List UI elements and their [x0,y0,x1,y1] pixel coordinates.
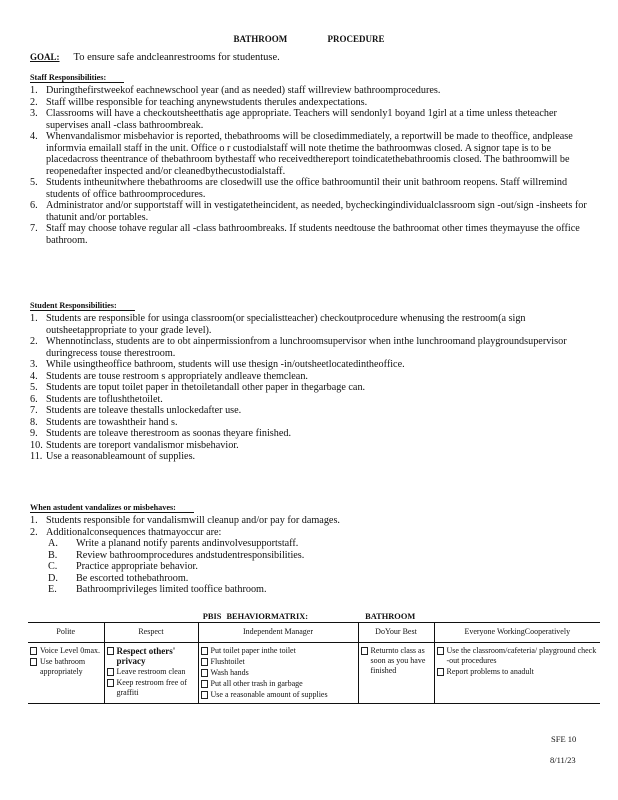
matrix-column-header: Everyone WorkingCooperatively [434,623,600,643]
item-number: 4. [30,131,38,142]
matrix-cell-item [437,646,599,666]
checkbox-square-icon [107,679,114,687]
item-text: Staff may choose tohave regular all -class bathroombreaks. If students needtouse the bathroomat other times theymayuse the office bathroom. [46,223,580,246]
vandalism-consequences-list [30,515,595,596]
staff-item [30,85,595,97]
staff-item [30,200,595,223]
item-number: 7. [30,223,38,234]
item-text: Use a reasonableamount of supplies. [46,451,196,462]
document-title: BATHROOM PROCEDURE [233,34,385,44]
item-text: Students are towashtheir hand s. [46,416,178,428]
matrix-item-text: Flushtoilet [210,657,245,666]
student-item [30,428,595,440]
item-number: 3. [30,359,38,370]
student-item [30,394,595,406]
item-text: Staff willbe responsible for teaching anynewstudents therules andexpectations. [46,96,368,108]
matrix-item-text: Use bathroom appropriately [40,657,86,676]
item-text: Students are toflushthetoilet. [46,393,163,405]
consequence-subitem [30,561,595,573]
pbis-title-left: PBIS BEHAVIORMATRIX: [202,612,309,621]
matrix-header-row [28,623,600,643]
item-number: 3. [30,108,38,119]
checkbox-square-icon [201,669,208,677]
subitem-letter: E. [48,584,57,595]
matrix-column-header: Independent Manager [198,623,358,643]
student-responsibilities-list [30,313,595,463]
behavior-matrix-table [28,622,600,704]
item-text: Students intheunitwhere thebathrooms are closedwill use the office bathroomuntil their unit bathroom reopens. Staff willremind students of office bathroomprocedures. [46,177,568,200]
item-number: 11. [30,451,43,462]
item-text: Students are touse restroom s appropriately andleave themclean. [46,370,308,382]
item-number: 4. [30,370,38,382]
matrix-cell-item [361,646,432,676]
student-item [30,313,595,336]
footer-date: 8/11/23 [550,755,576,765]
matrix-cell-item [107,667,196,677]
subitem-text: Review bathroomprocedures andstudentresponsibilities. [76,549,305,561]
subitem-letter: C. [48,561,58,572]
matrix-cell-item [107,678,196,698]
matrix-item-text: Use a reasonable amount of supplies [210,690,328,699]
matrix-item-text: Put all other trash in garbage [210,679,303,688]
checkbox-square-icon [30,647,37,655]
staff-item [30,108,595,131]
pbis-title-right: BATHROOM [365,612,416,621]
student-item [30,371,595,383]
checkbox-square-icon [107,668,114,676]
consequence-subitem [30,538,595,550]
student-item [30,336,595,359]
item-number: 2. [30,96,38,108]
item-text: Students are responsible for usinga classroom(or specialistteacher) checkoutprocedure whenusing the restroom(a sign outsheetappropriate to your grade level). [46,313,526,336]
matrix-item-text: Use the classroom/cafeteria/ playground check -out procedures [446,646,597,665]
matrix-cell-item [201,657,356,667]
matrix-item-text: Leave restroom clean [116,667,186,676]
matrix-cell-item [201,679,356,689]
item-text: Students are toleave thestalls unlockedafter use. [46,405,242,416]
item-number: 6. [30,393,38,405]
checkbox-square-icon [201,691,208,699]
item-number: 8. [30,416,38,428]
goal-label: GOAL: [30,52,60,62]
matrix-item-text: Voice Level 0max. [40,646,101,655]
matrix-body-row [28,643,600,704]
matrix-cell-item [201,668,356,678]
item-number: 10. [30,439,43,451]
subitem-text: Be escorted tothebathroom. [76,572,189,584]
staff-responsibilities-list [30,85,595,246]
subitem-text: Bathroomprivileges limited tooffice bathroom. [76,584,267,595]
item-text: Students are toput toilet paper in thetoiletandall other paper in thegarbage can. [46,382,366,393]
matrix-cell-item [201,646,356,656]
item-text: Administrator and/or supportstaff will in vestigatetheincident, as needed, bycheckingindividualclassroom sign -out/sign -insheets for thatunit and/or portables. [46,200,587,223]
item-number: 5. [30,177,38,188]
student-item [30,359,595,371]
matrix-cell-item [30,646,102,656]
item-number: 6. [30,200,38,211]
item-text: Whenvandalismor misbehavior is reported, thebathrooms will be closedimmediately, a reportwill be made to theoffice, andplease informvia emailall staff in the unit. Office o r custodialstaff will note thetime the bathroomwas closed. A signor tape is to be placedacross theentrance of thebathroom bythestaff who receivedthereport toindicatethebathroomis closed. The bathroomwill be reopenedafter inspected and/or cleanedbythecustodialstaff. [46,131,573,177]
item-text: Students are toleave therestroom as soonas theyare finished. [46,428,291,439]
subitem-letter: B. [48,549,58,561]
item-text: While usingtheoffice bathroom, students will use thesign -in/outsheetlocatedintheoffice. [46,359,405,370]
consequence-subitem [30,550,595,562]
matrix-cell-item [30,657,102,677]
student-item [30,417,595,429]
item-number: 1. [30,85,38,96]
matrix-item-text: Report problems to anadult [446,667,534,676]
consequence-item [30,515,595,527]
footer-code: SFE 10 [551,734,577,744]
consequence-subitem [30,584,595,596]
goal-line [30,52,280,63]
student-item [30,440,595,452]
item-number: 1. [30,313,38,324]
matrix-cell-item [107,646,196,666]
item-number: 1. [30,515,38,526]
item-text: Classrooms will have a checkoutsheetthatis age appropriate. Teachers will sendonly1 boyand 1girl at a time unless theteacher supervises anall -class bathroombreak. [46,108,557,131]
matrix-column-header: DoYour Best [358,623,434,643]
matrix-column-header: Respect [104,623,198,643]
checkbox-square-icon [201,680,208,688]
goal-text: To ensure safe andcleanrestrooms for studentuse. [73,52,280,63]
student-item [30,405,595,417]
item-number: 5. [30,382,38,393]
subitem-letter: D. [48,572,58,584]
checkbox-square-icon [437,647,444,655]
checkbox-square-icon [107,647,114,655]
matrix-item-text: Respect others' privacy [116,646,176,666]
subitem-letter: A. [48,538,58,549]
matrix-item-text: Put toilet paper inthe toilet [210,646,296,655]
checkbox-square-icon [437,668,444,676]
item-text: Duringthefirstweekof eachnewschool year (and as needed) staff willreview bathroomprocedures. [46,85,441,96]
matrix-cell [434,643,600,704]
staff-item [30,223,595,246]
matrix-cell [104,643,198,704]
matrix-cell [358,643,434,704]
item-text: Additionalconsequences thatmayoccur are: [46,526,222,538]
student-item [30,451,595,463]
matrix-cell [198,643,358,704]
staff-item [30,131,595,177]
checkbox-square-icon [201,658,208,666]
consequence-subitem [30,573,595,585]
checkbox-square-icon [361,647,368,655]
matrix-cell-item [201,690,356,700]
item-number: 7. [30,405,38,416]
item-number: 9. [30,428,38,439]
matrix-item-text: Wash hands [210,668,249,677]
matrix-item-text: Keep restroom free of graffiti [116,678,187,697]
checkbox-square-icon [201,647,208,655]
subitem-text: Practice appropriate behavior. [76,561,198,572]
matrix-cell-item [437,667,599,677]
matrix-cell [28,643,104,704]
item-text: Students responsible for vandalismwill cleanup and/or pay for damages. [46,515,340,526]
staff-heading: Staff Responsibilities: [30,73,124,82]
item-text: Whennotinclass, students are to obt ainpermissionfrom a lunchroomsupervisor when inthe lunchroomand playgroundsupervisor duringrecess touse therestroom. [46,336,567,359]
matrix-item-text: Returnto class as soon as you have finished [370,646,426,675]
checkbox-square-icon [30,658,37,666]
student-heading: Student Responsibilities: [30,301,135,310]
staff-item [30,97,595,109]
student-item [30,382,595,394]
consequence-item [30,527,595,539]
matrix-column-header: Polite [28,623,104,643]
pbis-matrix-title [0,612,618,621]
item-number: 2. [30,526,38,538]
item-text: Students are toreport vandalismor misbehavior. [46,439,239,451]
item-number: 2. [30,336,38,347]
staff-item [30,177,595,200]
subitem-text: Write a planand notify parents andinvolvesupportstaff. [76,538,299,549]
vandal-heading: When astudent vandalizes or misbehaves: [30,503,194,512]
